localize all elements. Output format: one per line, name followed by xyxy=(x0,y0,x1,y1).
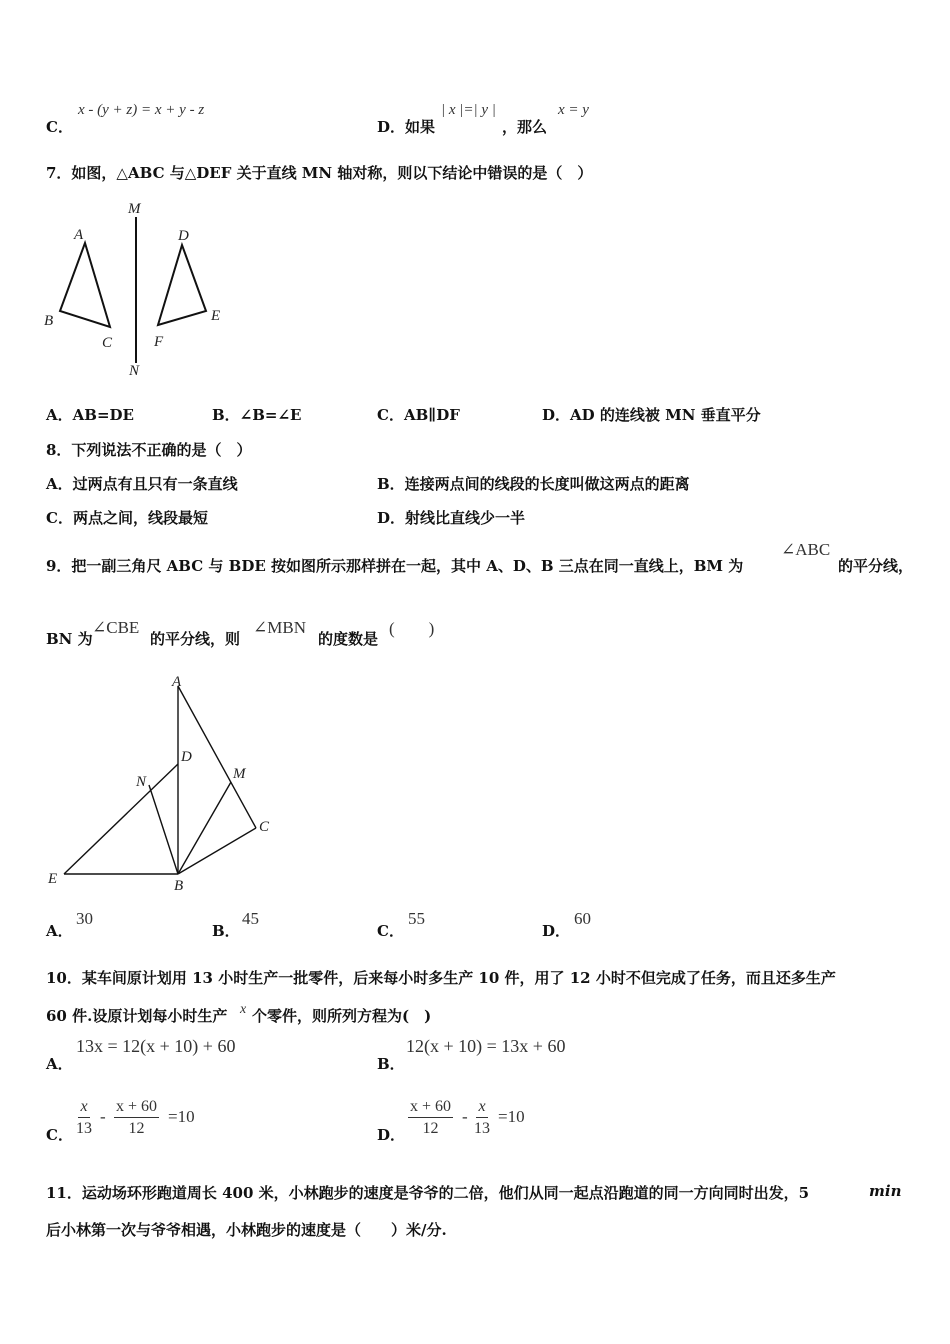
q10-d-equals: =10 xyxy=(498,1107,525,1126)
q11-stem-line1: 11．运动场环形跑道周长 400 米，小林跑步的速度是爷爷的二倍，他们从同一起点沿跑道的同一方向同时出发，5 xyxy=(46,1184,810,1202)
q9-option-d-value: 60 xyxy=(574,909,591,928)
q9-figure xyxy=(40,670,280,900)
q10-option-c-label: C． xyxy=(46,1126,73,1144)
q10-variable-x: x xyxy=(240,1002,247,1017)
q9-angle-mbn: ∠MBN xyxy=(253,618,306,637)
q7-figure xyxy=(40,195,240,385)
q7-triangle-def xyxy=(158,245,206,325)
q7-triangle-abc xyxy=(60,243,110,327)
q10-stem-line1: 10．某车间原计划用 13 小时生产一批零件，后来每小时多生产 10 件，用了 12 小时不但完成了任务，而且还多生产 xyxy=(46,969,836,987)
q11-unit-min: min xyxy=(869,1182,902,1200)
q9-label-c: C xyxy=(259,819,270,835)
q8-option-a: A．过两点有且只有一条直线 xyxy=(46,475,238,493)
q7-option-a: A．AB=DE xyxy=(46,406,134,424)
q7-label-c: C xyxy=(102,335,113,351)
q9-option-b-value: 45 xyxy=(242,909,259,928)
q9-stem-line1: 9．把一副三角尺 ABC 与 BDE 按如图所示那样拼在一起，其中 A、D、B 三点在同一直线上，BM 为 xyxy=(46,557,744,575)
q6-option-d-connector: ，那么 xyxy=(502,118,548,136)
q7-label-b: B xyxy=(44,313,54,329)
q8-option-d: D．射线比直线少一半 xyxy=(377,509,526,527)
q9-stem-line2-end: 的度数是 xyxy=(318,630,379,648)
q9-option-c-value: 55 xyxy=(408,909,425,928)
q9-answer-paren: ( ) xyxy=(389,619,435,638)
q9-segment-bm xyxy=(178,782,231,874)
q10-c-equals: =10 xyxy=(168,1107,195,1126)
q7-stem: 7．如图，△ABC 与△DEF 关于直线 MN 轴对称，则以下结论中错误的是（ ） xyxy=(46,164,593,182)
q10-option-a-equation: 13x = 12(x + 10) + 60 xyxy=(76,1036,236,1056)
q10-option-b-label: B． xyxy=(377,1055,405,1073)
q9-stem-line1-end: 的平分线， xyxy=(838,557,914,575)
q9-label-e: E xyxy=(48,871,58,887)
q9-option-b-label: B． xyxy=(212,922,240,940)
q9-label-b: B xyxy=(174,878,184,894)
q10-option-b-equation: 12(x + 10) = 13x + 60 xyxy=(406,1036,566,1056)
q8-option-b: B．连接两点间的线段的长度叫做这两点的距离 xyxy=(377,475,690,493)
q7-label-e: E xyxy=(211,308,221,324)
q7-label-a: A xyxy=(74,227,84,243)
q9-label-n: N xyxy=(136,774,147,790)
q9-label-m: M xyxy=(233,766,246,782)
q9-option-d-label: D． xyxy=(542,922,571,940)
q10-c-f2-denominator: 12 xyxy=(128,1120,145,1137)
q9-option-a-label: A． xyxy=(46,922,73,940)
q9-option-c-label: C． xyxy=(377,922,404,940)
q10-c-f2-numerator: x + 60 xyxy=(114,1097,159,1118)
q9-angle-cbe: ∠CBE xyxy=(92,618,140,637)
q10-d-minus: - xyxy=(462,1107,468,1126)
q9-segment-bn xyxy=(149,785,178,874)
q10-c-minus: - xyxy=(100,1107,106,1126)
q10-option-c-fraction-2 xyxy=(114,1097,159,1140)
q9-stem-line2-mid: 的平分线，则 xyxy=(150,630,241,648)
q10-c-f1-numerator: x xyxy=(78,1097,89,1118)
q7-option-c: C．AB∥DF xyxy=(377,406,460,424)
q10-option-a-label: A． xyxy=(46,1055,73,1073)
q10-stem-line2-end: 个零件，则所列方程为( ) xyxy=(252,1007,432,1025)
q9-option-a-value: 30 xyxy=(76,909,93,928)
q7-label-n: N xyxy=(129,363,140,379)
q9-segment-cb xyxy=(178,828,256,874)
q10-d-f2-numerator: x xyxy=(476,1097,487,1118)
q8-stem: 8．下列说法不正确的是（ ） xyxy=(46,441,252,459)
q9-label-d: D xyxy=(181,749,192,765)
q6-option-d-expression-1: | x |=| y | xyxy=(441,102,496,118)
q10-d-f1-denominator: 12 xyxy=(422,1120,439,1137)
q9-segment-ed xyxy=(64,764,178,874)
q10-option-d-fraction-1 xyxy=(408,1097,453,1140)
q7-label-d: D xyxy=(178,228,189,244)
q6-option-d-expression-2: x = y xyxy=(558,102,589,118)
q7-option-b: B．∠B=∠E xyxy=(212,406,302,424)
q10-d-f2-denominator: 13 xyxy=(474,1120,490,1137)
q8-option-c: C．两点之间，线段最短 xyxy=(46,509,208,527)
q11-stem-line2: 后小林第一次与爷爷相遇，小林跑步的速度是（ ）米/分. xyxy=(46,1221,447,1239)
q6-option-c-label: C． xyxy=(46,118,73,136)
q10-d-f1-numerator: x + 60 xyxy=(408,1097,453,1118)
q7-option-d: D．AD 的连线被 MN 垂直平分 xyxy=(542,406,761,424)
q6-option-c-expression: x - (y + z) = x + y - z xyxy=(78,102,205,118)
q7-label-m: M xyxy=(128,201,141,217)
q10-stem-line2-start: 60 件.设原计划每小时生产 xyxy=(46,1007,228,1025)
q6-option-d-label: D．如果 xyxy=(377,118,436,136)
q10-option-d-label: D． xyxy=(377,1126,406,1144)
q10-c-f1-denominator: 13 xyxy=(76,1120,92,1137)
q9-angle-abc: ∠ABC xyxy=(781,540,831,559)
q7-label-f: F xyxy=(154,334,164,350)
q10-option-c-fraction-1 xyxy=(76,1097,92,1140)
q9-label-a: A xyxy=(172,674,182,690)
q9-stem-line2-start: BN 为 xyxy=(46,630,93,648)
q10-option-d-fraction-2 xyxy=(474,1097,490,1140)
